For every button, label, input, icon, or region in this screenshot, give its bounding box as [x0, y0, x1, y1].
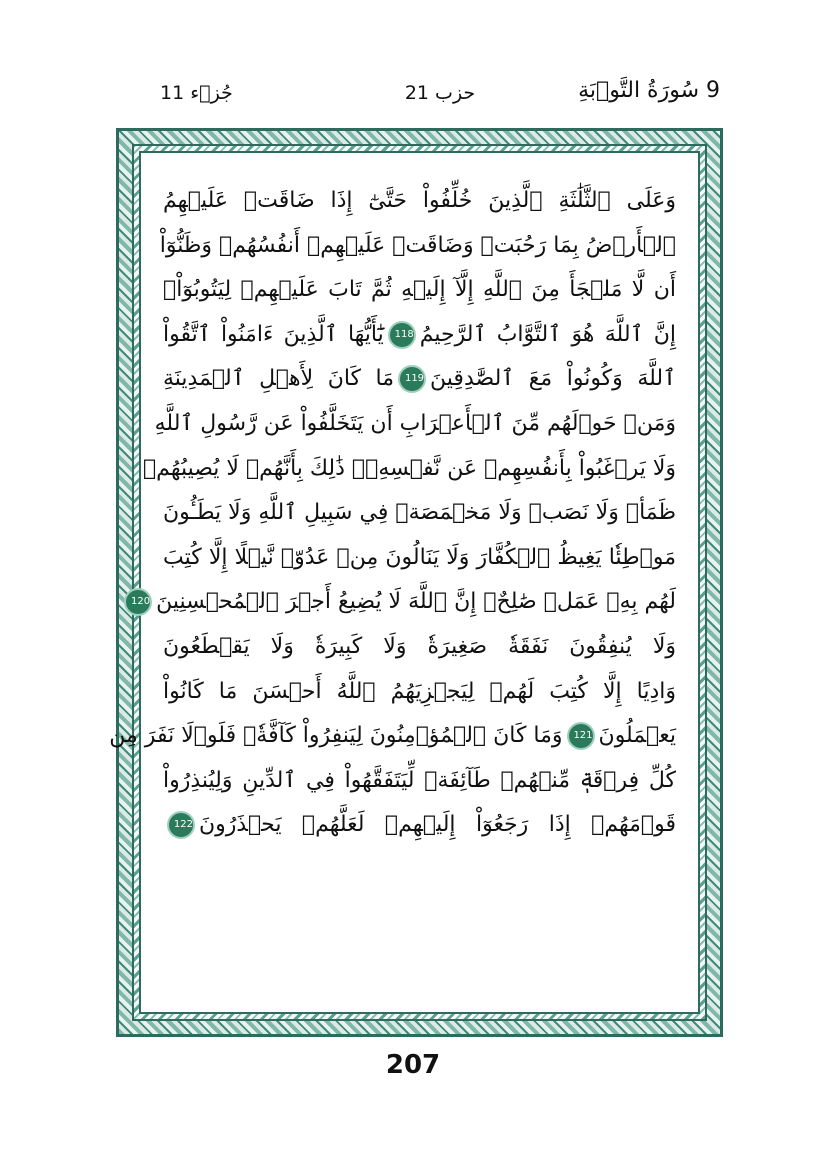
verse-text: ٱللَّهَ وَكُونُواْ مَعَ ٱلصَّٰدِقِينَ: [430, 366, 676, 392]
verse-text: وَمَا كَانَ ٱلۡمُؤۡمِنُونَ لِيَنفِرُواْ كَآفَّةٗۚ فَلَوۡلَا نَفَرَ مِن: [109, 723, 563, 749]
verse-text: ٱلۡأَرۡضُ بِمَا رَحُبَتۡ وَضَاقَتۡ عَلَيۡهِمۡ أَنفُسُهُمۡ وَظَنُّوٓاْ: [159, 232, 676, 258]
verse-line: [163, 313, 676, 358]
verse-text: وَلَا يُنفِقُونَ نَفَقَةٗ صَغِيرَةٗ وَلَا كَبِيرَةٗ وَلَا يَقۡطَعُونَ: [163, 633, 676, 659]
verse-text: إِنَّ ٱللَّهَ هُوَ ٱلتَّوَّابُ ٱلرَّحِيمُ: [419, 321, 677, 347]
ornamental-frame: [109, 128, 723, 1037]
verse-line: [163, 759, 676, 804]
verse-line: [163, 536, 676, 581]
hizb-label: حزب 21: [404, 82, 476, 104]
surah-title: 9 سُورَةُ التَّوۡبَةِ: [578, 78, 720, 103]
verse-line: [154, 402, 676, 447]
verse-line: [163, 179, 676, 224]
verse-line: [109, 714, 676, 759]
verse-text: وَمَنۡ حَوۡلَهُم مِّنَ ٱلۡأَعۡرَابِ أَن يَتَخَلَّفُواْ عَن رَّسُولِ ٱللَّهِ: [154, 410, 676, 436]
verse-text: وَعَلَى ٱلثَّلَٰثَةِ ٱلَّذِينَ خُلِّفُواْ حَتَّىٰٓ إِذَا ضَاقَتۡ عَلَيۡهِمُ: [163, 188, 676, 213]
verse-text: ظَمَأٞ وَلَا نَصَبٞ وَلَا مَخۡمَصَةٞ فِي سَبِيلِ ٱللَّهِ وَلَا يَطَـُٔونَ: [163, 500, 676, 526]
verse-line: [142, 447, 676, 492]
page-header: [160, 78, 720, 118]
verse-line: [163, 268, 676, 313]
verse-text-panel: [109, 151, 700, 1014]
verse-line: [163, 491, 676, 536]
verse-text: كُلِّ فِرۡقَةٖ مِّنۡهُمۡ طَآئِفَةٞ لِّيَتَفَقَّهُواْ فِي ٱلدِّينِ وَلِيُنذِرُواْ: [163, 767, 676, 793]
ayah-number-marker: 121: [567, 722, 595, 750]
verse-text: وَادِيًا إِلَّا كُتِبَ لَهُمۡ لِيَجۡزِيَهُمُ ٱللَّهُ أَحۡسَنَ مَا كَانُواْ: [163, 678, 676, 704]
ayah-number-marker: 122: [167, 811, 195, 839]
verse-text: قَوۡمَهُمۡ إِذَا رَجَعُوٓاْ إِلَيۡهِمۡ لَعَلَّهُمۡ يَحۡذَرُونَ: [199, 812, 676, 838]
verse-line: [163, 357, 676, 402]
verse-text: يَعۡمَلُونَ: [598, 723, 676, 749]
juz-label: جُزۡء 11: [160, 82, 233, 104]
verse-text: أَن لَّا مَلۡجَأَ مِنَ ٱللَّهِ إِلَّآ إِلَيۡهِ ثُمَّ تَابَ عَلَيۡهِمۡ لِيَتُوبُوٓاْۚ: [163, 277, 676, 303]
ayah-number-marker: 120: [124, 588, 152, 616]
verse-line: [163, 803, 676, 848]
ayah-number-marker: 118: [388, 321, 416, 349]
verse-line: [163, 670, 676, 715]
verse-text: مَا كَانَ لِأَهۡلِ ٱلۡمَدِينَةِ: [163, 366, 395, 392]
verse-line: [159, 224, 676, 269]
ayah-number-marker: 119: [398, 365, 426, 393]
verse-text: يَٰٓأَيُّهَا ٱلَّذِينَ ءَامَنُواْ ٱتَّقُواْ: [163, 321, 384, 347]
page-number: 207: [385, 1050, 441, 1080]
verse-line: [131, 580, 676, 625]
verse-line: [163, 625, 676, 670]
verse-text: لَهُم بِهِۦ عَمَلٞ صَٰلِحٌۚ إِنَّ ٱللَّهَ لَا يُضِيعُ أَجۡرَ ٱلۡمُحۡسِنِينَ: [156, 589, 676, 615]
verse-text: مَوۡطِئٗا يَغِيظُ ٱلۡكُفَّارَ وَلَا يَنَالُونَ مِنۡ عَدُوّٖ نَّيۡلًا إِلَّا كُتِبَ: [163, 544, 676, 570]
verse-text: وَلَا يَرۡغَبُواْ بِأَنفُسِهِمۡ عَن نَّفۡسِهِۦۚ ذَٰلِكَ بِأَنَّهُمۡ لَا يُصِيبُهُمۡ: [142, 455, 676, 481]
